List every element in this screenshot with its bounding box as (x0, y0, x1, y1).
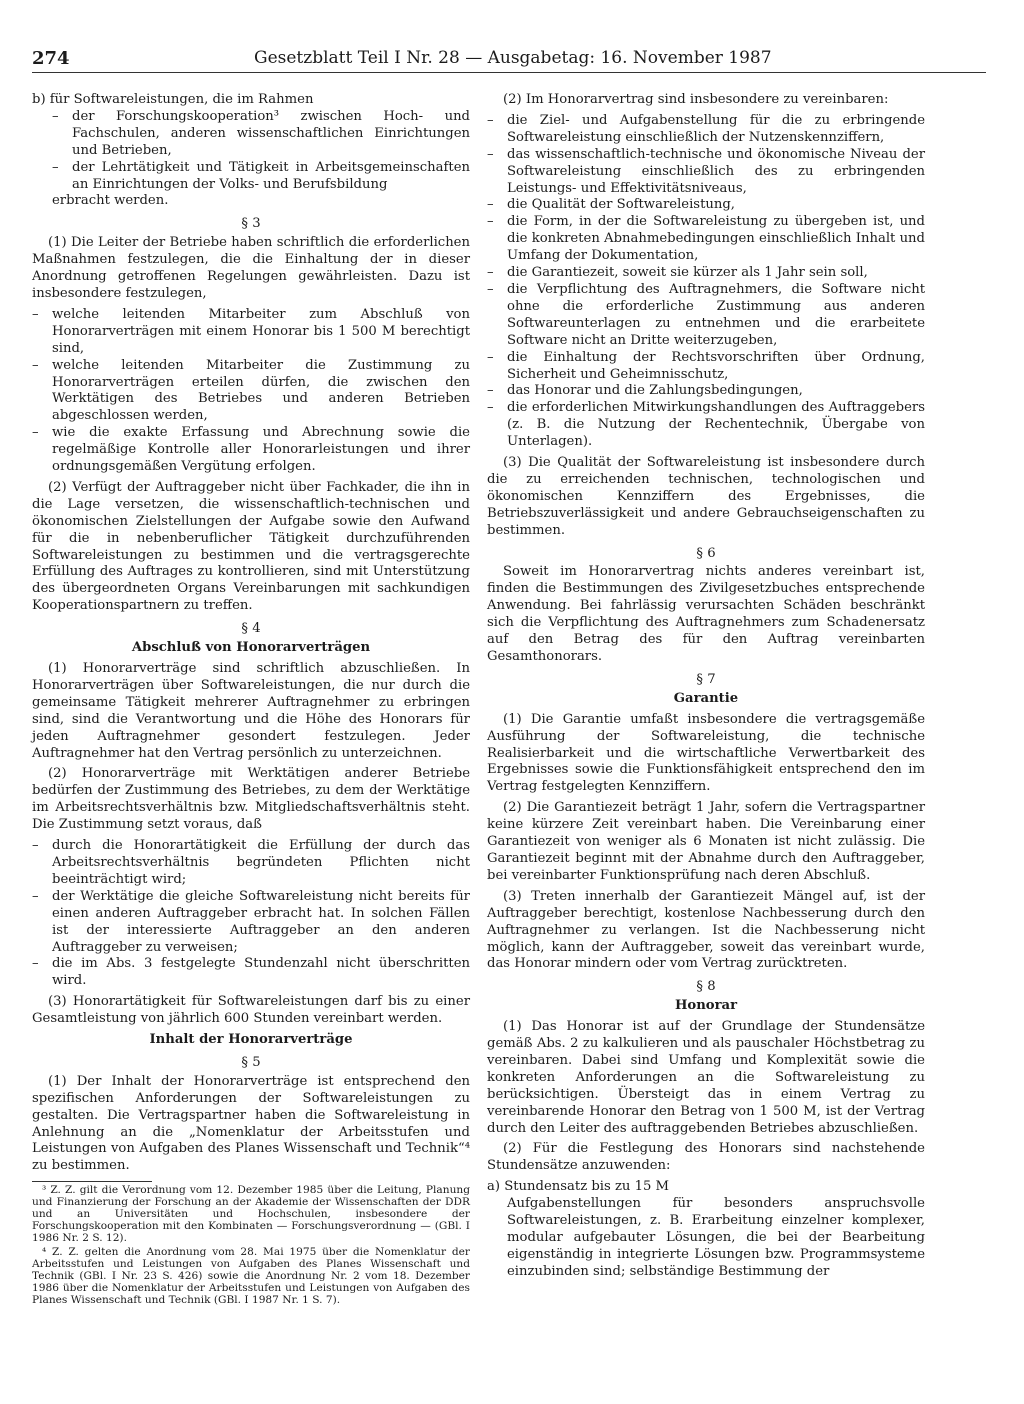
paragraph: (2) Die Garantiezeit beträgt 1 Jahr, sofern die Vertragspartner keine kürzere Zeit vereinbart haben. Die Vereinbarung einer Garantiezeit von weniger als 6 Monaten ist nicht zulässig. Die Garantiezeit beginnt mit der Abnahme durch den Auftraggeber, bei vereinbarter Funktionsprüfung nach deren Abschluß. (487, 800, 925, 883)
header-rule (32, 72, 986, 73)
paragraph: (1) Der Inhalt der Honorarverträge ist entsprechend den spezifischen Anforderungen der Softwareleistungen zu gestalten. Die Vertragspartner haben die Softwareleistung in Anlehnung an die „Nomenklatur der Arbeitsstufen und Leistungen von Aufgaben des Planes Wissenschaft und Technik“⁴ zu bestimmen. (32, 1073, 470, 1174)
list-item: – die Qualität der Softwareleistung, (487, 197, 925, 214)
section-3-heading: § 3 (241, 216, 261, 232)
list-item: – die Form, in der die Softwareleistung zu übergeben ist, und die konkreten Abnahmebedingungen einschließlich Inhalt und Umfang der Dokumentation, (487, 214, 925, 265)
running-title: Gesetzblatt Teil I Nr. 28 — Ausgabetag: 16. November 1987 (254, 48, 772, 68)
b-list (52, 109, 470, 194)
paragraph: (2) Im Honorarvertrag sind insbesondere zu vereinbaren: (503, 92, 889, 107)
list-item: – die Garantiezeit, soweit sie kürzer als 1 Jahr sein soll, (487, 265, 925, 282)
paragraph: (1) Honorarverträge sind schriftlich abzuschließen. In Honorarverträgen über Softwareleistungen, die nur durch die gemeinsame Tätigkeit mehrerer Auftragnehmer zu erbringen sind, sind die Verantwortung und die Höhe des Honorars für jeden Auftragnehmer gesondert festzulegen. Jeder Auftragnehmer hat den Vertrag persönlich zu unterzeichnen. (32, 661, 470, 761)
paragraph: (1) Das Honorar ist auf der Grundlage der Stundensätze gemäß Abs. 2 zu kalkulieren und als pauschaler Höchstbetrag zu vereinbaren. Dabei sind Umfang und Komplexität sowie die konkreten Anforderungen an die Softwareleistung zu berücksichtigen. Übersteigt das in einem Vertrag zu vereinbarende Honorar den Betrag von 1 500 M, ist der Vertrag durch den Leiter des auftraggebenden Betriebes abzuschließen. (487, 1019, 925, 1136)
s4-list (32, 838, 470, 990)
list-item: – der Werktätige die gleiche Softwareleistung nicht bereits für einen anderen Auftraggeber erbracht hat. In solchen Fällen ist der interessierte Auftraggeber an den anderen Auftraggeber zu verweisen; (32, 889, 470, 957)
footnote-3: ³ Z. Z. gilt die Verordnung vom 12. Dezember 1985 über die Leitung, Planung und Finanzierung der Forschung an der Akademie der Wissenschaften der DDR und an Universitäten und Hochschulen, insbesondere der Forschungskooperation mit den Kombinaten — Forschungsverordnung — (GBl. I 1986 Nr. 2 S. 12). (32, 1184, 470, 1245)
rate-a-label: a) Stundensatz bis zu 15 M (487, 1179, 670, 1195)
paragraph: (2) Für die Festlegung des Honorars sind nachstehende Stundensätze anzuwenden: (487, 1141, 925, 1174)
section-7-heading: § 7 (696, 671, 716, 687)
page-number: 274 (32, 48, 70, 69)
paragraph: Soweit im Honorarvertrag nichts anderes vereinbart ist, finden die Bestimmungen des Zivilgesetzbuches entsprechende Anwendung. Bei fahrlässig verursachten Schäden beschränkt sich die Verpflichtung des Auftragnehmers zum Schadenersatz auf den Betrag des für den Auftrag vereinbarten Gesamthonorars. (487, 564, 925, 664)
section-8-title: Honorar (674, 998, 738, 1014)
paragraph-b-intro: b) für Softwareleistungen, die im Rahmen (32, 92, 314, 107)
list-item: – die im Abs. 3 festgelegte Stundenzahl nicht überschritten wird. (32, 956, 470, 990)
list-item: – das Honorar und die Zahlungsbedingungen, (487, 383, 925, 400)
paragraph: (3) Honorartätigkeit für Softwareleistungen darf bis zu einer Gesamtleistung von jährlich 600 Stunden vereinbart werden. (32, 994, 470, 1027)
right-column (487, 92, 925, 1281)
paragraph: (3) Treten innerhalb der Garantiezeit Mängel auf, ist der Auftraggeber berechtigt, kostenlose Nachbesserung durch den Auftragnehmer zu verlangen. Ist die Nachbesserung nicht möglich, kann der Auftraggeber, soweit das vereinbart wurde, das Honorar mindern oder vom Vertrag zurücktreten. (487, 888, 925, 972)
list-item: – der Lehrtätigkeit und Tätigkeit in Arbeitsgemeinschaften an Einrichtungen der Volks- und Berufsbildung (52, 160, 470, 194)
section-6-heading: § 6 (696, 545, 716, 561)
paragraph: (3) Die Qualität der Softwareleistung ist insbesondere durch die zu erreichenden technischen, technologischen und ökonomischen Kennziffern des Ergebnisses, die Betriebszuverlässigkeit und andere Gebrauchseigenschaften zu bestimmen. (487, 455, 925, 538)
paragraph-b-outro: erbracht werden. (52, 193, 169, 209)
list-item: – wie die exakte Erfassung und Abrechnung sowie die regelmäßige Kontrolle aller Honorarleistungen und ihrer ordnungsgemäßen Vergütung erfolgen. (32, 425, 470, 476)
paragraph: (1) Die Garantie umfaßt insbesondere die vertragsgemäße Ausführung der Softwareleistung, die technische Realisierbarkeit und die wirtschaftliche Verwertbarkeit des Ergebnisses sowie die Funktionsfähigkeit entsprechend den im Vertrag festgelegten Kennziffern. (487, 711, 925, 795)
list-item: – durch die Honorartätigkeit die Erfüllung der durch das Arbeitsrechtsverhältnis begründeten Pflichten nicht beeinträchtigt wird; (32, 838, 470, 889)
list-item: – das wissenschaftlich-technische und ökonomische Niveau der Softwareleistung einschließlich des zu erbringenden Leistungs- und Effektivitätsniveaus, (487, 147, 925, 198)
section-7-title: Garantie (673, 690, 739, 706)
list-item: – die erforderlichen Mitwirkungshandlungen des Auftraggebers (z. B. die Nutzung der Rechentechnik, Übergabe von Unterlagen). (487, 400, 925, 451)
section-5-heading: § 5 (241, 1054, 261, 1070)
paragraph: (2) Honorarverträge mit Werktätigen anderer Betriebe bedürfen der Zustimmung des Betriebes, zu dem der Werktätige im Arbeitsrechtsverhältnis bzw. Mitgliedschaftsverhältnis steht. Die Zustimmung setzt voraus, daß (32, 766, 470, 833)
list-item: – die Einhaltung der Rechtsvorschriften über Ordnung, Sicherheit und Geheimnisschutz, (487, 350, 925, 384)
s5-list (487, 113, 925, 451)
paragraph: (1) Die Leiter der Betriebe haben schriftlich die erforderlichen Maßnahmen festzulegen, die die Einhaltung der in dieser Anordnung getroffenen Regelungen gewährleisten. Dazu ist insbesondere festzulegen, (32, 235, 470, 301)
list-item: – welche leitenden Mitarbeiter die Zustimmung zu Honorarverträgen erteilen dürfen, die zwischen den Werktätigen des Betriebes und anderen Betrieben abgeschlossen werden, (32, 358, 470, 426)
paragraph: (2) Verfügt der Auftraggeber nicht über Fachkader, die ihn in die Lage versetzen, die wissenschaftlich-technischen und ökonomischen Zielstellungen der Aufgabe sowie den Aufwand für die in nebenberuflicher Tätigkeit durchzuführenden Softwareleistungen zu bestimmen und die vertragsgerechte Erfüllung des Auftrages zu kontrollieren, sind mit Unterstützung des übergeordneten Organs Vereinbarungen mit sachkundigen Kooperationspartnern zu treffen. (32, 479, 470, 614)
list-item: – der Forschungskooperation³ zwischen Hoch- und Fachschulen, anderen wissenschaftlichen Einrichtungen und Betrieben, (52, 109, 470, 160)
section-4-heading: § 4 (241, 621, 261, 637)
rate-a-text: Aufgabenstellungen für besonders anspruchsvolle Softwareleistungen, z. B. Erarbeitung einzelner komplexer, modular aufgebauter Lösungen, die bei der Bearbeitung eigenständig in integrierte Lösungen bzw. Programmsysteme einzubinden sind; selbständige Bestimmung der (507, 1196, 925, 1279)
section-5-title: Inhalt der Honorarverträge (149, 1032, 353, 1048)
footnote-4: ⁴ Z. Z. gelten die Anordnung vom 28. Mai 1975 über die Nomenklatur der Arbeitsstufen und Leistungen von Aufgaben des Planes Wissenschaft und Technik (GBl. I Nr. 23 S. 426) sowie die Anordnung Nr. 2 vom 18. Dezember 1986 über die Nomenklatur der Arbeitsstufen und Leistungen von Aufgaben des Planes Wissenschaft und Technik (GBl. I 1987 Nr. 1 S. 7). (32, 1246, 470, 1307)
list-item: – die Ziel- und Aufgabenstellung für die zu erbringende Softwareleistung einschließlich der Nutzenskennziffern, (487, 113, 925, 147)
list-item: – welche leitenden Mitarbeiter zum Abschluß von Honorarverträgen mit einem Honorar bis 1 500 M berechtigt sind, (32, 307, 470, 358)
section-8-heading: § 8 (696, 979, 716, 995)
left-column (32, 92, 470, 1308)
section-4-title: Abschluß von Honorarverträgen (131, 640, 371, 656)
page-header (32, 48, 986, 70)
s3-list (32, 307, 470, 476)
list-item: – die Verpflichtung des Auftragnehmers, die Software nicht ohne die erforderliche Zustimmung aus anderen Softwareunterlagen zu entnehmen und die erarbeitete Software nicht an Dritte weiterzugeben, (487, 282, 925, 350)
